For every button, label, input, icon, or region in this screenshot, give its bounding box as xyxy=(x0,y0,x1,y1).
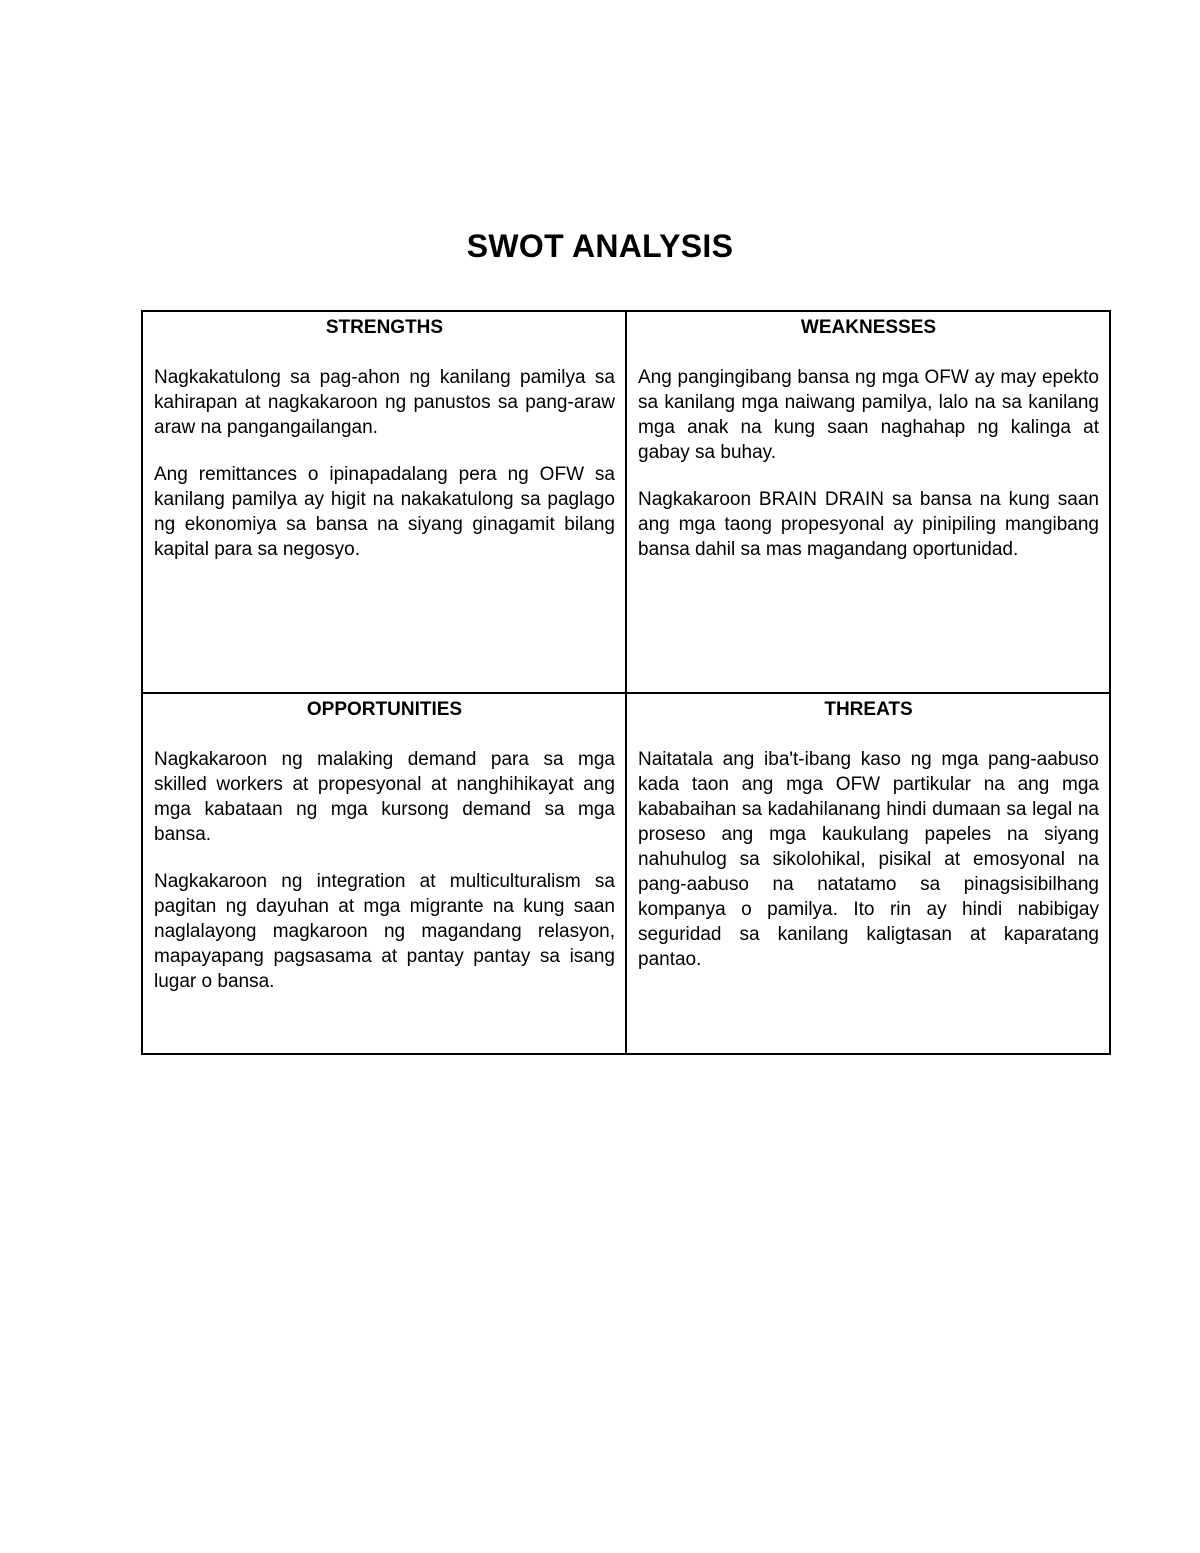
strengths-cell xyxy=(143,312,627,694)
opportunities-cell xyxy=(143,694,627,1053)
threats-paragraph-1: Naitatala ang iba't-ibang kaso ng mga pang-aabuso kada taon ang mga OFW partikular na ang mga kababaihan sa kadahilanang hindi dumaan sa legal na proseso ang mga kaukulang papeles na siyang nahuhulog sa sikolohikal, pisikal at emosyonal na pang-aabuso na natatamo sa pinagsisibilhang kompanya o pamilya. Ito rin ay hindi nabibigay seguridad sa kanilang kaligtasan at kaparatang pantao. xyxy=(638,749,1099,970)
opportunities-paragraph-1: Nagkakaroon ng malaking demand para sa mga skilled workers at propesyonal at nanghihikayat ang mga kabataan ng mga kursong demand sa mga bansa. xyxy=(154,749,615,845)
strengths-paragraph-2: Ang remittances o ipinapadalang pera ng OFW sa kanilang pamilya ay higit na nakakatulong sa paglago ng ekonomiya sa bansa na siyang ginagamit bilang kapital para sa negosyo. xyxy=(154,464,615,560)
opportunities-paragraph-2: Nagkakaroon ng integration at multiculturalism sa pagitan ng dayuhan at mga migrante na kung saan naglalayong magkaroon ng magandang relasyon, mapayapang pagsasama at pantay pantay sa isang lugar o bansa. xyxy=(154,871,615,992)
weaknesses-cell xyxy=(627,312,1109,694)
threats-heading: THREATS xyxy=(824,699,913,720)
opportunities-heading: OPPORTUNITIES xyxy=(306,699,463,720)
weaknesses-paragraph-1: Ang pangingibang bansa ng mga OFW ay may epekto sa kanilang mga naiwang pamilya, lalo na sa kanilang mga anak na kung saan naghahap ng kalinga at gabay sa buhay. xyxy=(638,367,1099,463)
weaknesses-heading: WEAKNESSES xyxy=(800,317,937,338)
swot-table xyxy=(141,310,1111,1055)
weaknesses-paragraph-2: Nagkakaroon BRAIN DRAIN sa bansa na kung saan ang mga taong propesyonal ay pinipiling mangibang bansa dahil sa mas magandang oportunidad. xyxy=(638,489,1099,560)
threats-cell xyxy=(627,694,1109,1053)
strengths-paragraph-1: Nagkakatulong sa pag-ahon ng kanilang pamilya sa kahirapan at nagkakaroon ng panustos sa pang-araw araw na pangangailangan. xyxy=(154,367,615,438)
page-title: SWOT ANALYSIS xyxy=(466,228,734,264)
strengths-heading: STRENGTHS xyxy=(325,317,444,338)
